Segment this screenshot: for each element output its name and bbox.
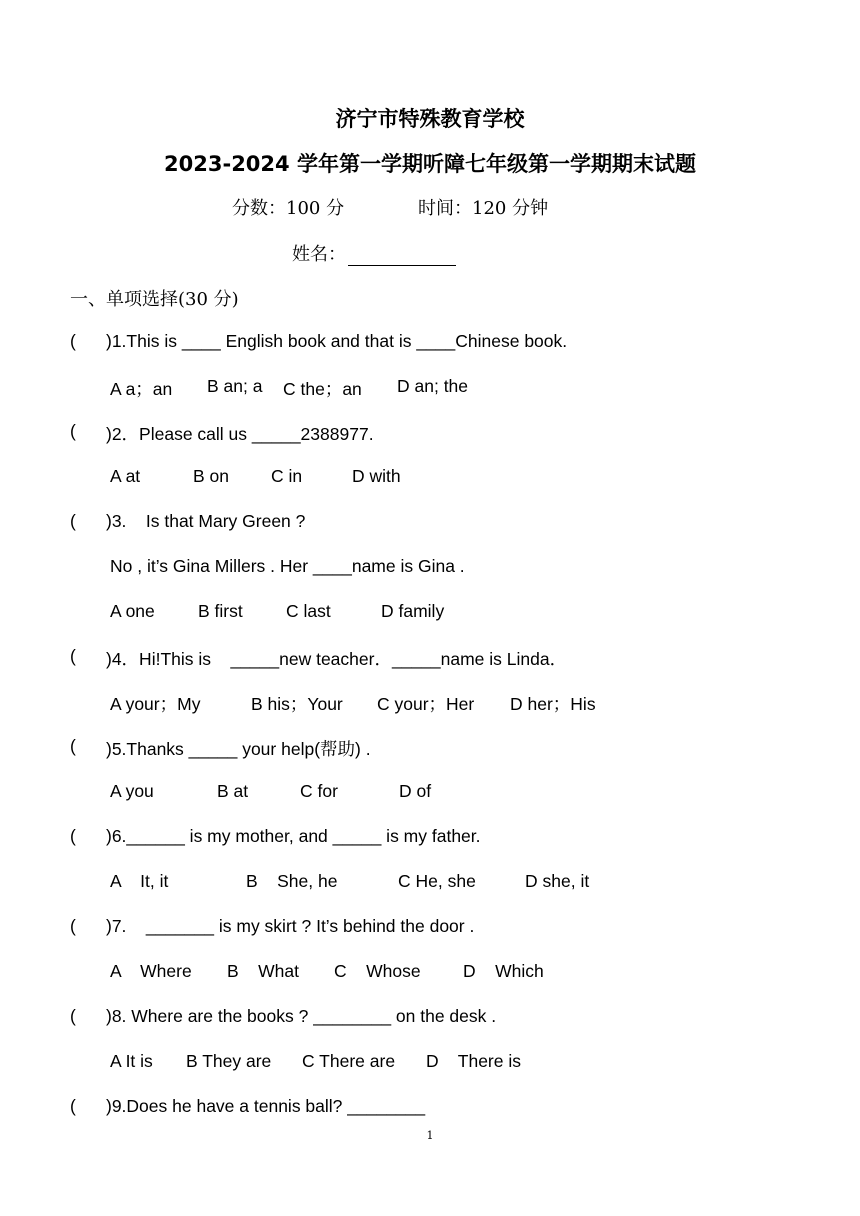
option-a: A It, it	[110, 871, 169, 891]
option-a: A one	[110, 601, 155, 621]
question-text: )6.______ is my mother, and _____ is my father.	[106, 826, 481, 846]
option-d: D Which	[463, 961, 544, 981]
option-b: B an; a	[207, 376, 263, 396]
option-d: D of	[399, 781, 432, 801]
answer-paren[interactable]: (	[70, 646, 76, 666]
option-b: B at	[217, 781, 249, 801]
option-d: D family	[381, 601, 445, 621]
score-label: 分数：100 分	[232, 198, 345, 219]
question-text: )4．Hi!This is _____new teacher．_____name is Linda．	[106, 649, 568, 669]
answer-paren[interactable]: (	[70, 511, 76, 531]
option-d: D she, it	[525, 871, 590, 891]
option-c: C for	[300, 781, 338, 801]
option-a: A Where	[110, 961, 192, 981]
answer-paren[interactable]: (	[70, 421, 76, 441]
answer-paren[interactable]: (	[70, 826, 76, 846]
option-d: D her；His	[510, 694, 596, 714]
option-a: A It is	[110, 1051, 153, 1071]
exam-title: 2023-2024 学年第一学期听障七年级第一学期期末试题	[164, 152, 696, 176]
question-text: )3. Is that Mary Green ?	[106, 511, 306, 531]
option-c: C your；Her	[377, 694, 475, 714]
option-a: A you	[110, 781, 154, 801]
name-field	[292, 240, 456, 266]
question-text-chinese: 帮助	[320, 740, 356, 760]
option-c: C He, she	[398, 871, 476, 891]
option-c: C There are	[302, 1051, 396, 1071]
name-label: 姓名：	[292, 244, 346, 265]
option-b: B What	[227, 961, 299, 981]
school-title: 济宁市特殊教育学校	[335, 107, 525, 131]
question-text-part: )5.Thanks _____ your help(	[106, 739, 321, 759]
option-d: D with	[352, 466, 401, 486]
option-c: C in	[271, 466, 303, 486]
option-c: C the；an	[283, 379, 362, 399]
option-d: D There is	[426, 1051, 521, 1071]
option-a: A your；My	[110, 694, 201, 714]
option-a: A at	[110, 466, 141, 486]
question-text: )9.Does he have a tennis ball? ________	[106, 1096, 426, 1116]
question-text: )1.This is ____ English book and that is ____Chinese book.	[106, 331, 568, 351]
answer-paren[interactable]: (	[70, 916, 76, 936]
option-b: B his；Your	[251, 694, 343, 714]
name-blank-line[interactable]	[348, 245, 456, 266]
page-number: 1	[426, 1129, 434, 1142]
question-text: )8. Where are the books ? ________ on the desk .	[106, 1006, 497, 1026]
option-b: B They are	[186, 1051, 272, 1071]
option-d: D an; the	[397, 376, 469, 396]
answer-paren[interactable]: (	[70, 331, 76, 351]
option-b: B on	[193, 466, 229, 486]
question-text: )7. _______ is my skirt ? It’s behind the door .	[106, 916, 475, 936]
answer-paren[interactable]: (	[70, 1006, 76, 1026]
time-label: 时间：120 分钟	[418, 198, 549, 219]
option-a: A a；an	[110, 379, 173, 399]
option-c: C Whose	[334, 961, 421, 981]
question-text-line2: No , it’s Gina Millers . Her ____name is Gina .	[110, 556, 465, 576]
question-text: )2．Please call us _____2388977.	[106, 424, 374, 444]
answer-paren[interactable]: (	[70, 1096, 76, 1116]
option-b: B She, he	[246, 871, 338, 891]
section-title: 一、单项选择(30 分)	[70, 289, 239, 310]
option-c: C last	[286, 601, 331, 621]
answer-paren[interactable]: (	[70, 736, 76, 756]
option-b: B first	[198, 601, 243, 621]
question-text-part: ) .	[355, 739, 371, 759]
question-text	[106, 736, 371, 761]
